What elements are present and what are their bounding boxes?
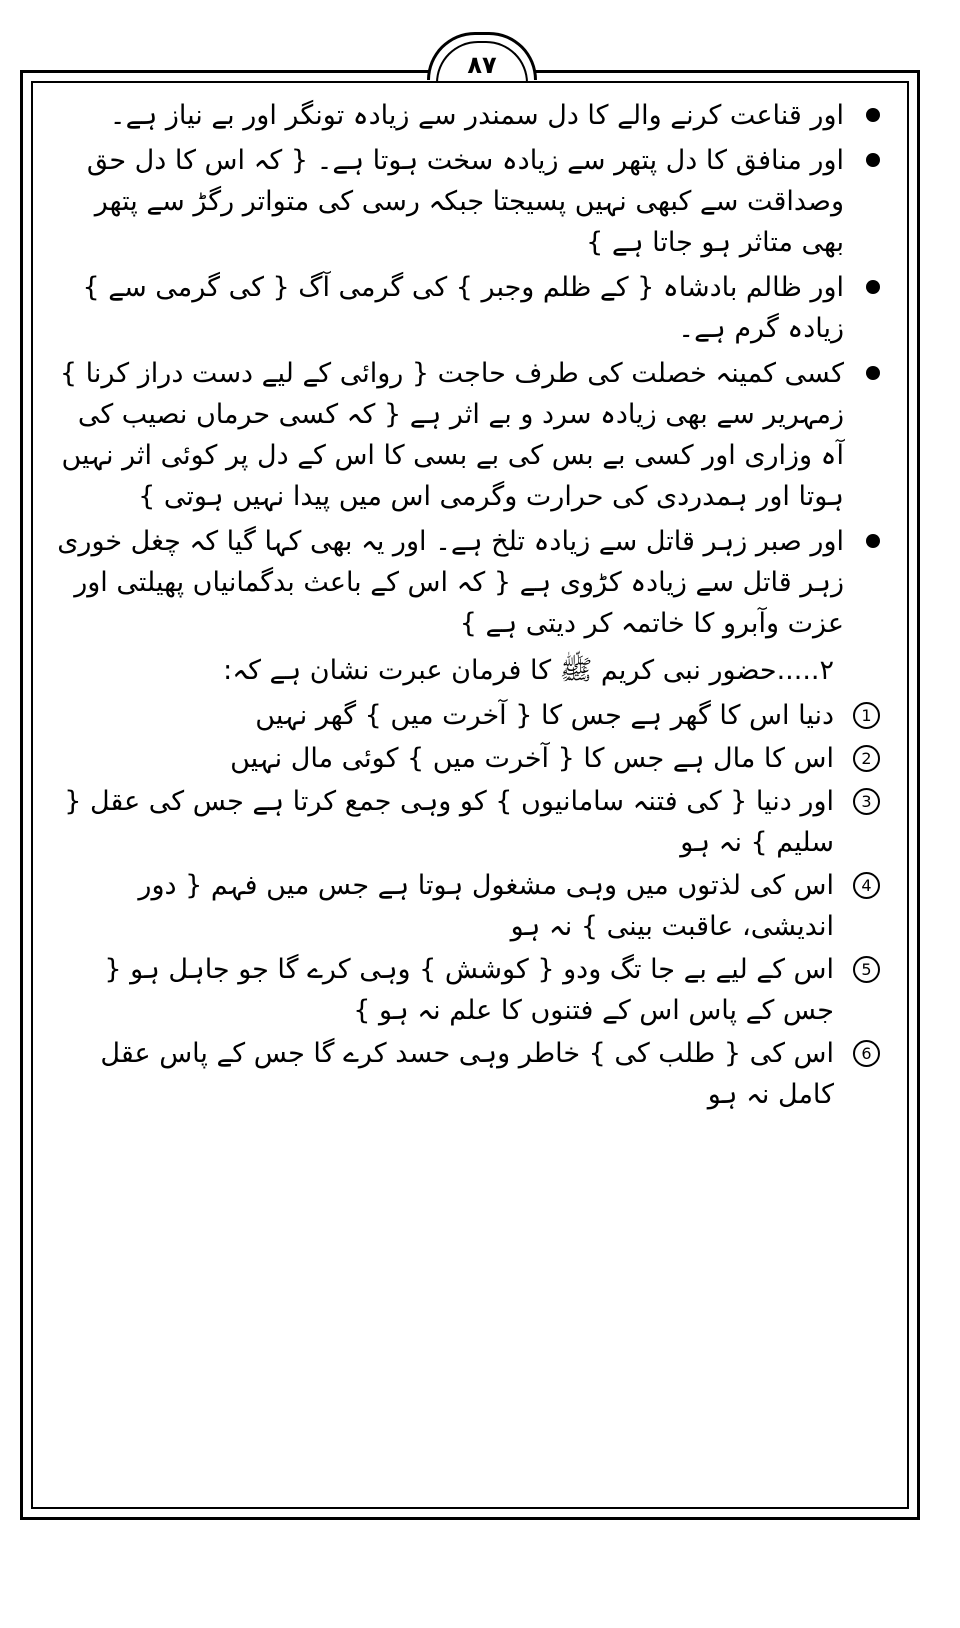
bullet-item bbox=[55, 267, 880, 349]
numbered-item-text: دنیا اس کا گھر ہے جس کا { آخرت میں } گھر نہیں bbox=[255, 700, 834, 731]
numbered-item-text: اور دنیا { کی فتنہ سامانیوں } کو وہی جمع کرتا ہے جس کی عقل { سلیم } نہ ہو bbox=[64, 786, 834, 858]
bullet-text: اور قناعت کرنے والے کا دل سمندر سے زیادہ تونگر اور بے نیاز ہے۔ bbox=[109, 100, 844, 131]
bullet-dot-icon bbox=[866, 366, 880, 380]
numbered-item-text: اس کی { طلب کی } خاطر وہی حسد کرے گا جس کے پاس عقل کامل نہ ہو bbox=[100, 1038, 834, 1110]
numbered-item bbox=[55, 865, 880, 947]
bullet-item bbox=[55, 140, 880, 263]
bullet-text: اور صبر زہر قاتل سے زیادہ تلخ ہے۔ اور یہ بھی کہا گیا کہ چغل خوری زہر قاتل سے زیادہ کڑوی ہے { کہ اس کے باعث بدگمانیاں پھیلتی اور عزت وآبرو کا خاتمہ کر دیتی ہے } bbox=[57, 526, 844, 639]
numbered-item bbox=[55, 695, 880, 736]
bullet-item bbox=[55, 521, 880, 644]
numbered-item-text: اس کا مال ہے جس کا { آخرت میں } کوئی مال نہیں bbox=[230, 743, 834, 774]
page-number: ۸۷ bbox=[467, 51, 497, 79]
circled-number: 2 bbox=[853, 745, 880, 772]
numbered-item bbox=[55, 949, 880, 1031]
numbered-item-text: اس کے لیے بے جا تگ ودو { کوشش } وہی کرے گا جو جاہل ہو { جس کے پاس اس کے فتنوں کا علم نہ ہو } bbox=[104, 954, 834, 1026]
bullet-dot-icon bbox=[866, 534, 880, 548]
bullet-text: اور منافق کا دل پتھر سے زیادہ سخت ہوتا ہے۔ { کہ اس کا دل حق وصداقت سے کبھی نہیں پسیجتا جبکہ رسی کی متواتر رگڑ سے پتھر بھی متاثر ہو جاتا ہے } bbox=[86, 145, 844, 258]
numbered-item bbox=[55, 781, 880, 863]
page-content bbox=[55, 95, 880, 1117]
circled-number: 5 bbox=[853, 956, 880, 983]
circled-number: 1 bbox=[853, 702, 880, 729]
bullet-dot-icon bbox=[866, 108, 880, 122]
section-heading: ۲.....حضور نبی کریم ﷺ کا فرمان عبرت نشان ہے کہ: bbox=[223, 655, 834, 686]
circled-number: 3 bbox=[853, 788, 880, 815]
circled-number: 6 bbox=[853, 1040, 880, 1067]
numbered-item-text: اس کی لذتوں میں وہی مشغول ہوتا ہے جس میں فہم { دور اندیشی، عاقبت بینی } نہ ہو bbox=[138, 870, 834, 942]
bullet-item bbox=[55, 95, 880, 136]
bullet-text: اور ظالم بادشاہ { کے ظلم وجبر } کی گرمی آگ { کی گرمی سے } زیادہ گرم ہے۔ bbox=[82, 272, 844, 344]
numbered-item bbox=[55, 738, 880, 779]
bullet-text: کسی کمینہ خصلت کی طرف حاجت { روائی کے لیے دست دراز کرنا } زمہریر سے بھی زیادہ سرد و بے اثر ہے { کہ کسی حرماں نصیب کی آہ وزاری اور کسی بے بس کی بے بسی کا اس کے دل پر کوئی اثر نہیں ہوتا اور ہمدردی کی حرارت وگرمی اس میں پیدا نہیں ہوتی } bbox=[59, 358, 844, 512]
bullet-dot-icon bbox=[866, 153, 880, 167]
bullet-dot-icon bbox=[866, 280, 880, 294]
circled-number: 4 bbox=[853, 872, 880, 899]
bullet-item bbox=[55, 353, 880, 517]
page-number-badge bbox=[427, 32, 537, 80]
numbered-item bbox=[55, 1033, 880, 1115]
